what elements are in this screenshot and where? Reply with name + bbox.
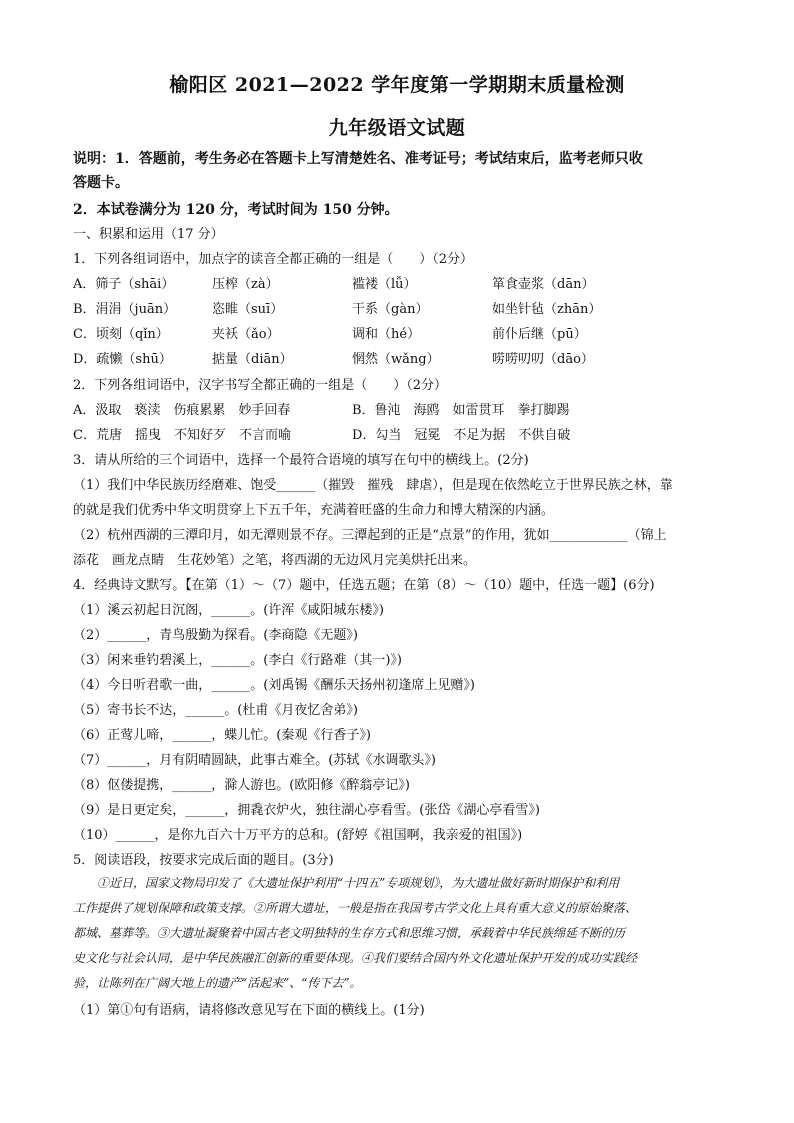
q3-part2-line2: 添花 画龙点睛 生花妙笔）之笔，将西湖的无边风月完美烘托出来。 (73, 553, 477, 568)
q1-stem: 1．下列各组词语中，加点字的读音全都正确的一组是（ ）（2分） (73, 252, 474, 267)
q1-option: 惘然（wǎng） (352, 352, 440, 367)
q4-item: （10）______，是你九百六十万平方的总和。(舒婷《祖国啊，我亲爱的祖国》) (73, 828, 523, 843)
q4-item: （6）正莺儿啼，______，蝶儿忙。(秦观《行香子》) (73, 728, 371, 743)
q2-stem: 2．下列各组词语中，汉字书写全都正确的一组是（ ）（2分） (73, 378, 448, 393)
q3-stem: 3．请从所给的三个词语中，选择一个最符合语境的填写在句中的横线上。(2分) (73, 453, 529, 468)
q4-stem: 4．经典诗文默写。【在第（1）～（7）题中，任选五题；在第（8）～（10）题中，任选一题】(6分) (73, 578, 655, 593)
q3-part1-line2: 的就是我们优秀中华文明贯穿上下五千年，充满着旺盛的生命力和博大精深的内涵。 (73, 503, 555, 518)
q2-option: B．鲁沌 海鸥 如雷贯耳 拳打脚踢 (352, 403, 570, 418)
q1-option: D．疏懒（shū） (73, 352, 172, 367)
q3-part2-line1: （2）杭州西湖的三潭印月，如无潭则景不存。三潭起到的正是“点景”的作用，犹如____________（锦上 (73, 528, 667, 543)
q5-passage-line: 史文化与社会认同，是中华民族融汇创新的重要体现。④我们要结合国内外文化遗址保护开发的成功实践经 (73, 951, 638, 965)
q2-option: D．勾当 冠冕 不足为据 不供自破 (352, 428, 571, 443)
q1-option: 掂量（diān） (212, 352, 293, 367)
q1-option: C．顷刻（qǐn） (73, 327, 169, 342)
q1-option: 恣睢（suī） (212, 302, 284, 317)
q1-option: 唠唠叨叨（dāo） (492, 352, 594, 367)
exam-subtitle: 九年级语文试题 (328, 117, 466, 139)
q4-item: （5）寄书长不达，______。(杜甫《月夜忆舍弟》) (73, 703, 358, 718)
q5-passage-line: 都城、墓葬等。③大遗址凝聚着中国古老文明独特的生存方式和思维习惯，承载着中华民族绵延不断的历 (73, 926, 626, 940)
q1-option: 干系（gàn） (352, 302, 429, 317)
q4-item: （2）______，青鸟殷勤为探看。(李商隐《无题》) (73, 628, 358, 643)
instruction-line-1: 说明：1．答题前，考生务必在答题卡上写清楚姓名、准考证号；考试结束后，监考老师只收 (73, 151, 643, 167)
q2-option: C．荒唐 摇曳 不知好歹 不言而喻 (73, 428, 291, 443)
q1-option: B．涓涓（juān） (73, 302, 177, 317)
q1-option: 如坐针毡（zhān） (492, 302, 602, 317)
q5-subquestion-1: （1）第①句有语病，请将修改意见写在下面的横线上。(1分) (73, 1003, 425, 1018)
instruction-line-3: 2．本试卷满分为 120 分，考试时间为 150 分钟。 (73, 202, 399, 218)
q1-option: 压榨（zà） (212, 277, 279, 292)
q2-option: A．汲取 亵渎 伤痕累累 妙手回春 (73, 403, 291, 418)
q1-option: 夹袄（ǎo） (212, 327, 280, 342)
q5-stem: 5．阅读语段，按要求完成后面的题目。(3分) (73, 853, 334, 868)
q4-item: （8）伛偻提携，______，滁人游也。(欧阳修《醉翁亭记》) (73, 778, 410, 793)
q4-item: （3）闲来垂钓碧溪上，______。(李白《行路难（其一)》) (73, 653, 402, 668)
q1-option: 箪食壶浆（dān） (492, 277, 595, 292)
q1-option: 调和（hé） (352, 327, 421, 342)
q4-item: （9）是日更定矣，______，拥毳衣炉火，独往湖心亭看雪。(张岱《湖心亭看雪》) (73, 803, 540, 818)
q5-passage-line: 验，让陈列在广阔大地上的遗产“活起来”、“传下去”。 (73, 976, 362, 990)
q4-item: （7）______，月有阴晴圆缺，此事古难全。(苏轼《水调歌头》) (73, 753, 436, 768)
q1-option: 褴褛（lǚ） (352, 277, 417, 292)
exam-title: 榆阳区 2021—2022 学年度第一学期期末质量检测 (169, 74, 625, 96)
q4-item: （1）溪云初起日沉阁，______。(许浑《咸阳城东楼》) (73, 603, 384, 618)
instruction-line-2: 答题卡。 (73, 175, 129, 191)
q3-part1-line1: （1）我们中华民族历经磨难、饱受______（摧毁 摧残 肆虐），但是现在依然屹立于世界民族之林，靠 (73, 478, 673, 493)
q4-item: （4）今日听君歌一曲，______。(刘禹锡《酬乐天扬州初逢席上见赠》) (73, 678, 475, 693)
section-1-title: 一、积累和运用（17 分） (73, 227, 224, 242)
q5-passage-line: ①近日，国家文物局印发了《大遗址保护利用“十四五”专项规划》，为大遗址做好新时期保护和利用 (73, 876, 620, 890)
q1-option: A．筛子（shāi） (73, 277, 175, 292)
q1-option: 前仆后继（pū） (492, 327, 587, 342)
q5-passage-line: 工作提供了规划保障和政策支撑。②所谓大遗址，一般是指在我国考古学文化上具有重大意义的原始聚落、 (73, 901, 638, 915)
